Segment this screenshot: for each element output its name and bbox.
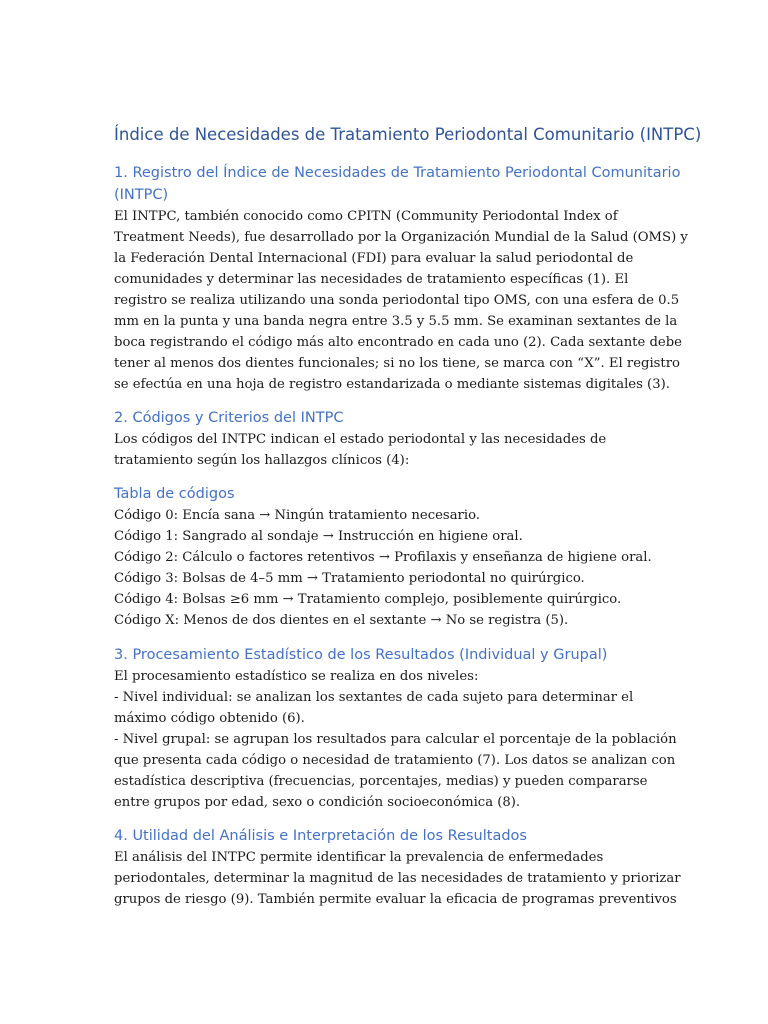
- code-item: Código 4: Bolsas ≥6 mm → Tratamiento complejo, posiblemente quirúrgico.: [114, 592, 622, 607]
- codes-table-heading: Tabla de códigos: [114, 486, 235, 502]
- code-item: Código 3: Bolsas de 4–5 mm → Tratamiento periodontal no quirúrgico.: [114, 571, 585, 586]
- paragraph-line: entre grupos por edad, sexo o condición socioeconómica (8).: [114, 795, 521, 810]
- paragraph-line: boca registrando el código más alto encontrado en cada uno (2). Cada sextante debe: [114, 335, 682, 350]
- paragraph-line: estadística descriptiva (frecuencias, porcentajes, medias) y pueden compararse: [114, 774, 648, 789]
- paragraph-line: - Nivel individual: se analizan los sextantes de cada sujeto para determinar el: [114, 690, 634, 705]
- codes-list: [114, 505, 664, 631]
- document-page: [114, 120, 702, 910]
- section-3-heading: 3. Procesamiento Estadístico de los Resultados (Individual y Grupal): [114, 647, 608, 663]
- paragraph-line: mm en la punta y una banda negra entre 3.5 y 5.5 mm. Se examinan sextantes de la: [114, 314, 678, 329]
- paragraph-line: registro se realiza utilizando una sonda periodontal tipo OMS, con una esfera de 0.5: [114, 293, 680, 308]
- paragraph-line: El INTPC, también conocido como CPITN (Community Periodontal Index of: [114, 209, 618, 224]
- section-4-heading: 4. Utilidad del Análisis e Interpretación de los Resultados: [114, 828, 527, 844]
- paragraph-line: Los códigos del INTPC indican el estado periodontal y las necesidades de: [114, 432, 607, 447]
- paragraph-line: la Federación Dental Internacional (FDI) para evaluar la salud periodontal de: [114, 251, 634, 266]
- document-title: Índice de Necesidades de Tratamiento Periodontal Comunitario (INTPC): [114, 125, 702, 144]
- section-3-paragraph: [114, 666, 677, 813]
- paragraph-line: tratamiento según los hallazgos clínicos (4):: [114, 453, 410, 468]
- section-1-paragraph: [114, 206, 688, 395]
- paragraph-line: se efectúa en una hoja de registro estandarizada o mediante sistemas digitales (3).: [114, 377, 670, 392]
- paragraph-line: grupos de riesgo (9). También permite evaluar la eficacia de programas preventivos: [114, 892, 677, 907]
- paragraph-line: Treatment Needs), fue desarrollado por la Organización Mundial de la Salud (OMS) y: [114, 230, 688, 245]
- paragraph-line: El análisis del INTPC permite identificar la prevalencia de enfermedades: [114, 850, 604, 865]
- paragraph-line: periodontales, determinar la magnitud de las necesidades de tratamiento y priorizar: [114, 871, 681, 886]
- code-item: Código X: Menos de dos dientes en el sextante → No se registra (5).: [114, 613, 569, 628]
- section-4-paragraph: [114, 847, 681, 910]
- section-1-heading: [114, 162, 681, 206]
- section-1-heading-line-1: 1. Registro del Índice de Necesidades de Tratamiento Periodontal Comunitario: [114, 165, 681, 181]
- section-1-heading-line-2: (INTPC): [114, 187, 169, 203]
- paragraph-line: comunidades y determinar las necesidades de tratamiento específicas (1). El: [114, 272, 629, 287]
- paragraph-line: - Nivel grupal: se agrupan los resultados para calcular el porcentaje de la población: [114, 732, 677, 747]
- paragraph-line: tener al menos dos dientes funcionales; si no los tiene, se marca con “X”. El registro: [114, 356, 680, 371]
- section-2-paragraph: [114, 429, 664, 471]
- section-2-heading: 2. Códigos y Criterios del INTPC: [114, 410, 344, 426]
- paragraph-line: El procesamiento estadístico se realiza en dos niveles:: [114, 669, 479, 684]
- paragraph-line: máximo código obtenido (6).: [114, 711, 305, 726]
- code-item: Código 1: Sangrado al sondaje → Instrucción en higiene oral.: [114, 529, 523, 544]
- code-item: Código 0: Encía sana → Ningún tratamiento necesario.: [114, 508, 480, 523]
- paragraph-line: que presenta cada código o necesidad de tratamiento (7). Los datos se analizan con: [114, 753, 676, 768]
- code-item: Código 2: Cálculo o factores retentivos → Profilaxis y enseñanza de higiene oral.: [114, 550, 652, 565]
